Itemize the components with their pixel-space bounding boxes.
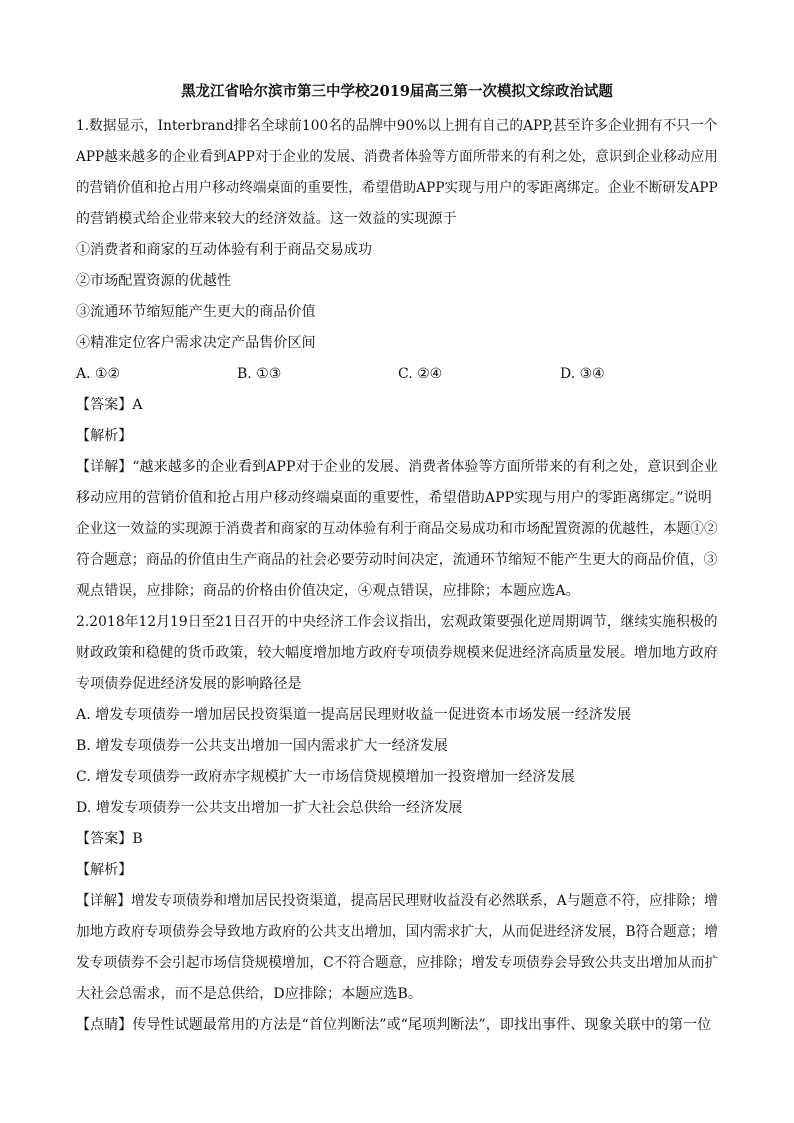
text-line: ②市场配置资源的优越性 xyxy=(76,273,232,289)
q2-option-b: B. 增发专项债券一公共支出增加一国内需求扩大一经济发展 xyxy=(76,738,448,754)
q2-option-c: C. 增发专项债券一政府赤字规模扩大一市场信贷规模增加一投资增加一经济发展 xyxy=(76,769,575,785)
text-line: 大社会总需求，而不是总供给，D应排除；本题应选B。 xyxy=(76,986,423,1002)
text-line: APP越来越多的企业看到APP对于企业的发展、消费者体验等方面所带来的有利之处，意识到企业移动应用 xyxy=(76,149,718,165)
text-line: 专项债券促进经济发展的影响路径是 xyxy=(76,676,302,692)
text-line: 2.2018年12月19日至21日召开的中央经济工作会议指出，宏观政策要强化逆周期调节，继续实施积极的 xyxy=(76,614,718,630)
q2-option-d: D. 增发专项债券一公共支出增加一扩大社会总供给一经济发展 xyxy=(76,800,463,816)
text-line: 移动应用的营销价值和抢占用户移动终端桌面的重要性，希望借助APP实现与用户的零距离绑定。”说明 xyxy=(76,490,712,506)
answer-label: 【答案】A xyxy=(76,397,143,413)
q1-option-d: D. ③④ xyxy=(560,366,605,382)
text-line: 发专项债券不会引起市场信贷规模增加，C不符合题意，应排除；增发专项债券会导致公共支出增加从而扩 xyxy=(76,955,719,971)
analysis-label: 【解析】 xyxy=(76,428,133,444)
text-line: 1.数据显示，Interbrand排名全球前100名的品牌中90%以上拥有自己的APP,甚至许多企业拥有不只一个 xyxy=(76,118,718,134)
q1-option-a: A. ①② xyxy=(76,366,121,382)
text-line: 财政政策和稳健的货币政策，较大幅度增加地方政府专项债券规模来促进经济高质量发展。增加地方政府 xyxy=(76,645,718,661)
text-line: 的营销价值和抢占用户移动终端桌面的重要性，希望借助APP实现与用户的零距离绑定。企业不断研发APP xyxy=(76,180,718,196)
answer-label: 【答案】B xyxy=(76,831,143,847)
text-line: 观点错误，应排除；商品的价格由价值决定，④观点错误，应排除；本题应选A。 xyxy=(76,583,580,599)
q1-option-c: C. ②④ xyxy=(398,366,443,382)
text-line: 符合题意；商品的价值由生产商品的社会必要劳动时间决定，流通环节缩短不能产生更大的商品价值，③ xyxy=(76,552,718,568)
text-line: 的营销模式给企业带来较大的经济效益。这一效益的实现源于 xyxy=(76,211,457,227)
text-line: 企业这一效益的实现源于消费者和商家的互动体验有利于商品交易成功和市场配置资源的优越性，本题①② xyxy=(76,521,718,537)
text-line: 【点睛】传导性试题最常用的方法是“首位判断法”或“尾项判断法”，即找出事件、现象关联中的第一位 xyxy=(76,1017,712,1033)
document-title: 黑龙江省哈尔滨市第三中学校2019届高三第一次模拟文综政治试题 xyxy=(181,83,613,100)
text-line: 【详解】“越来越多的企业看到APP对于企业的发展、消费者体验等方面所带来的有利之处，意识到企业 xyxy=(76,459,718,475)
text-line: 加地方政府专项债券会导致地方政府的公共支出增加，国内需求扩大，从而促进经济发展，B符合题意；增 xyxy=(76,924,718,940)
text-line: ③流通环节缩短能产生更大的商品价值 xyxy=(76,304,316,320)
text-line: ①消费者和商家的互动体验有利于商品交易成功 xyxy=(76,242,373,258)
text-line: ④精准定位客户需求决定产品售价区间 xyxy=(76,335,316,351)
analysis-label: 【解析】 xyxy=(76,862,133,878)
text-line: 【详解】增发专项债券和增加居民投资渠道，提高居民理财收益没有必然联系，A与题意不符，应排除；增 xyxy=(76,893,718,909)
q2-option-a: A. 增发专项债券一增加居民投资渠道一提高居民理财收益一促进资本市场发展一经济发展 xyxy=(76,707,632,723)
q1-option-b: B. ①③ xyxy=(237,366,282,382)
